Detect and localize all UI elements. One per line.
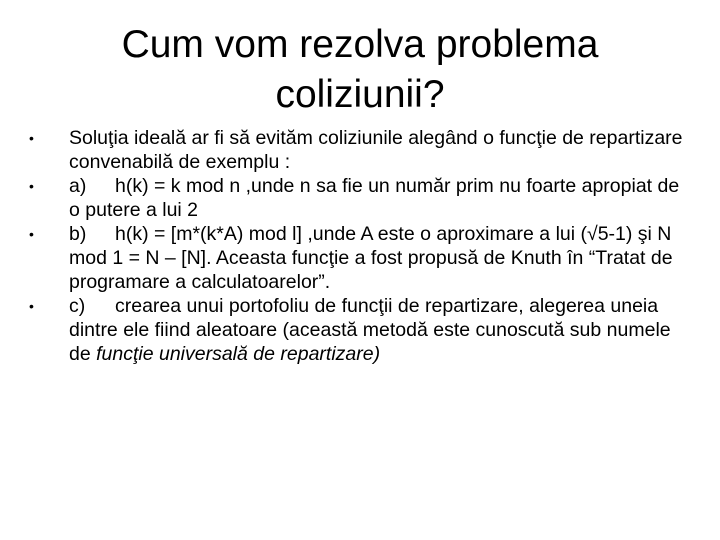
bullet-list <box>29 126 694 366</box>
bullet-icon: • <box>29 298 34 314</box>
item-label: c) <box>69 295 86 317</box>
bullet-icon: • <box>29 130 34 146</box>
list-item <box>29 126 694 174</box>
title-line-2: coliziunii? <box>275 73 445 116</box>
list-item <box>29 294 694 366</box>
slide-title <box>60 20 660 120</box>
bullet-text: Soluţia ideală ar fi să evităm coliziunile alegând o funcţie de repartizare convenabilă de exemplu : <box>69 127 683 173</box>
bullet-text: crearea unui portofoliu de funcţii de repartizare, alegerea uneia dintre ele fiind aleatoare (această metodă este cunoscută sub numele de <box>69 295 671 365</box>
list-item <box>29 174 694 222</box>
bullet-text-italic: funcţie universală de repartizare) <box>96 343 381 365</box>
title-line-1: Cum vom rezolva problema <box>121 23 599 66</box>
item-label: a) <box>69 175 87 197</box>
bullet-icon: • <box>29 226 34 242</box>
bullet-icon: • <box>29 178 34 194</box>
bullet-text: h(k) = [m*(k*A) mod l] ,unde A este o aproximare a lui (√5-1) şi N mod 1 = N – [N]. Aceasta funcţie a fost propusă de Knuth în “Tratat de programare a calculatoarelor”. <box>69 223 673 293</box>
item-label: b) <box>69 223 87 245</box>
list-item <box>29 222 694 294</box>
bullet-text: h(k) = k mod n ,unde n sa fie un număr prim nu foarte apropiat de o putere a lui 2 <box>69 175 680 221</box>
